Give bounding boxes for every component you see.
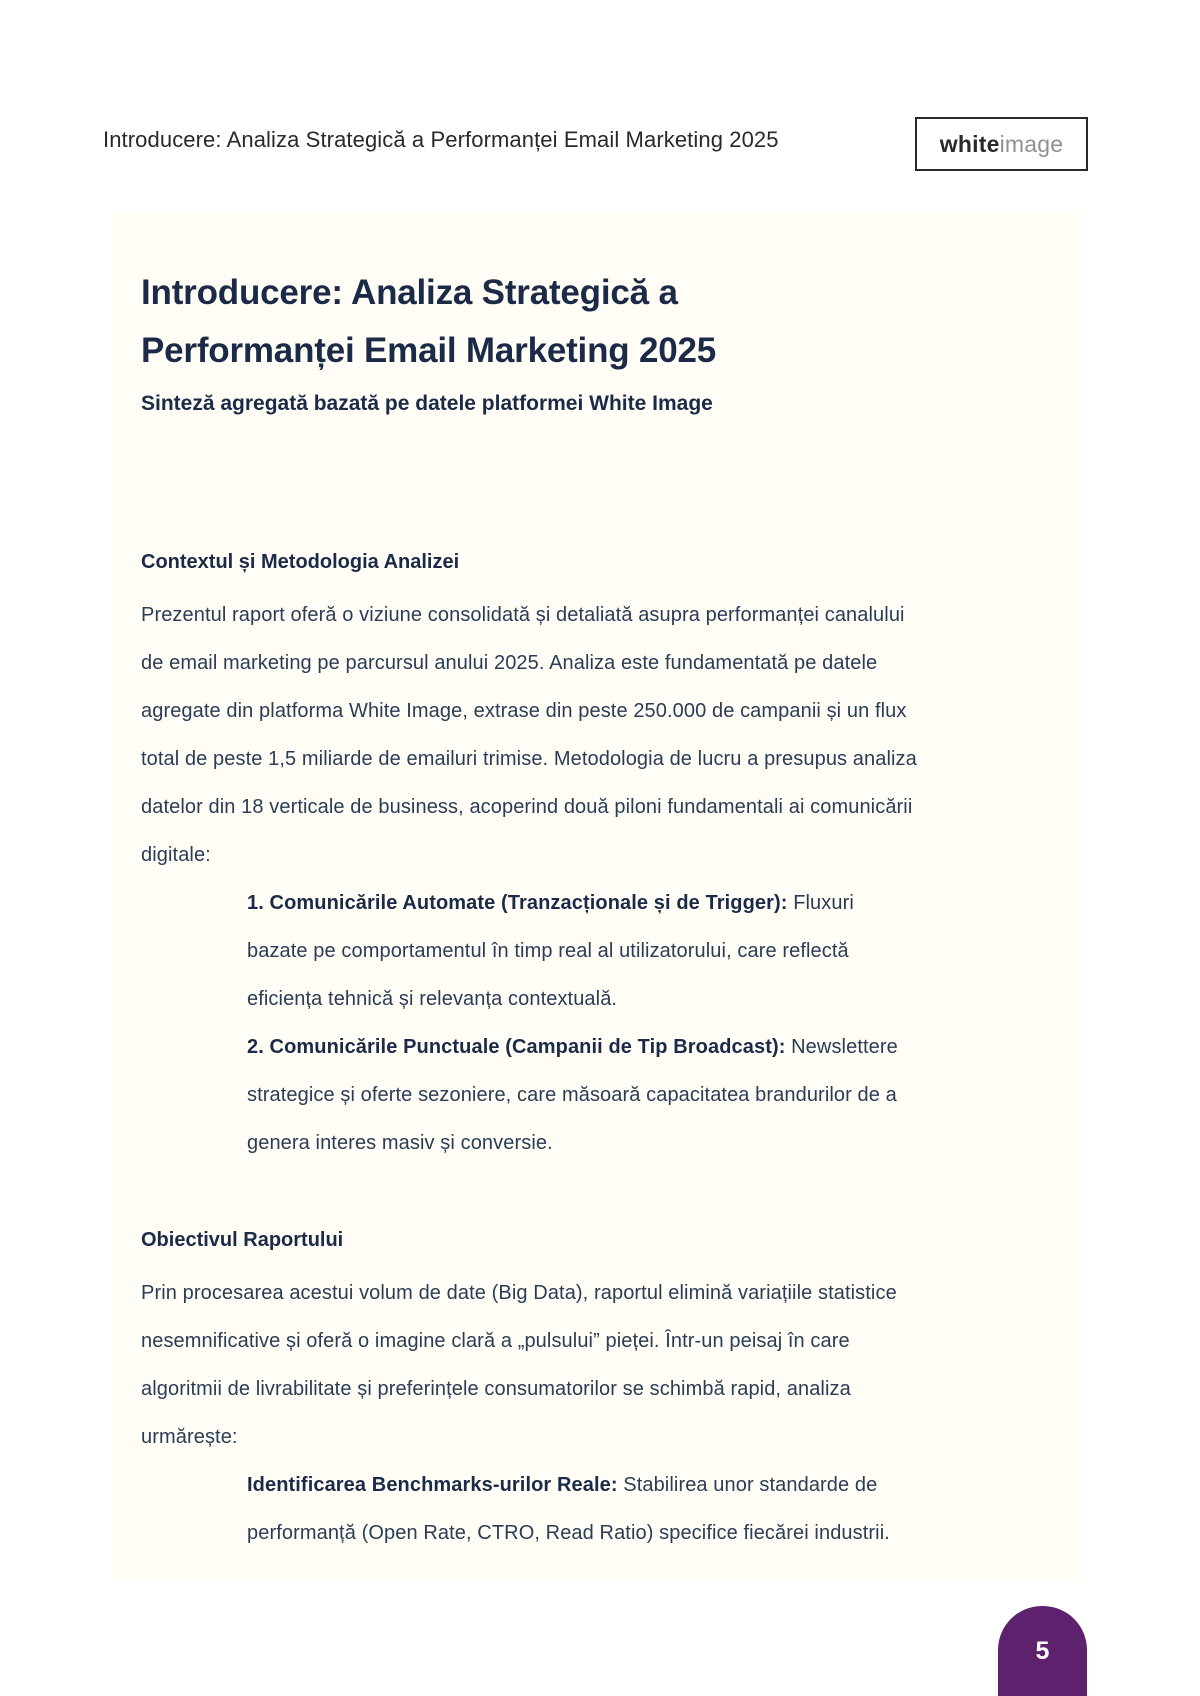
benchmark-item: [247, 1461, 987, 1557]
list-item-2: [247, 1023, 907, 1167]
list-item-1-lead: 1. Comunicările Automate (Tranzacționale și de Trigger):: [247, 892, 788, 914]
article-title-line-1: Introducere: Analiza Strategică a: [141, 273, 678, 312]
list-item-1-text: Fluxuri bazate pe comportamentul în timp real al utilizatorului, care reflectă eficiența tehnică și relevanța contextuală.: [247, 892, 854, 1010]
article-title: [141, 264, 1055, 380]
section-paragraph-contextul: Prezentul raport oferă o viziune consolidată și detaliată asupra performanței canalului de email marketing pe parcursul anului 2025. Analiza este fundamentată pe datele agregate din platforma White Image, extrase din peste 250.000 de campanii și un flux total de peste 1,5 miliarde de emailuri trimise. Metodologia de lucru a presupus analiza datelor din 18 verticale de business, acoperind două piloni fundamentali ai comunicării digitale:: [141, 604, 917, 866]
numbered-item-list: [141, 879, 1055, 1167]
section-paragraph-obiectivul: Prin procesarea acestui volum de date (Big Data), raportul elimină variațiile statistice nesemnificative și oferă o imagine clară a „pulsului” pieței. Într-un peisaj în care algoritmii de livrabilitate și preferințele consumatorilor se schimbă rapid, analiza urmărește:: [141, 1282, 897, 1448]
page-number: 5: [1035, 1636, 1050, 1665]
list-item-2-lead: 2. Comunicările Punctuale (Campanii de Tip Broadcast):: [247, 1036, 786, 1058]
section-heading-contextul: Contextul și Metodologia Analizei: [141, 551, 460, 573]
list-item-1: [247, 879, 907, 1023]
benchmark-item-list: [141, 1461, 1055, 1557]
whiteimage-logo: [915, 117, 1088, 171]
benchmark-item-text: Stabilirea unor standarde de performanță (Open Rate, CTRO, Read Ratio) specifice fiecărei industrii.: [247, 1474, 890, 1544]
section-heading-obiectivul: Obiectivul Raportului: [141, 1229, 344, 1251]
logo-text-bold: white: [939, 130, 1000, 157]
logo-text-light: image: [999, 130, 1064, 157]
benchmark-item-lead: Identificarea Benchmarks-urilor Reale:: [247, 1474, 618, 1496]
list-item-2-text: Newslettere strategice și oferte sezoniere, care măsoară capacitatea brandurilor de a genera interes masiv și conversie.: [247, 1036, 898, 1154]
content-card: [112, 210, 1084, 1581]
article-title-line-2: Performanței Email Marketing 2025: [141, 331, 717, 370]
header-doc-title: Introducere: Analiza Strategică a Performanței Email Marketing 2025: [103, 127, 779, 152]
article-subtitle: Sinteză agregată bazată pe datele platformei White Image: [141, 392, 713, 415]
page-number-badge: [998, 1606, 1087, 1696]
